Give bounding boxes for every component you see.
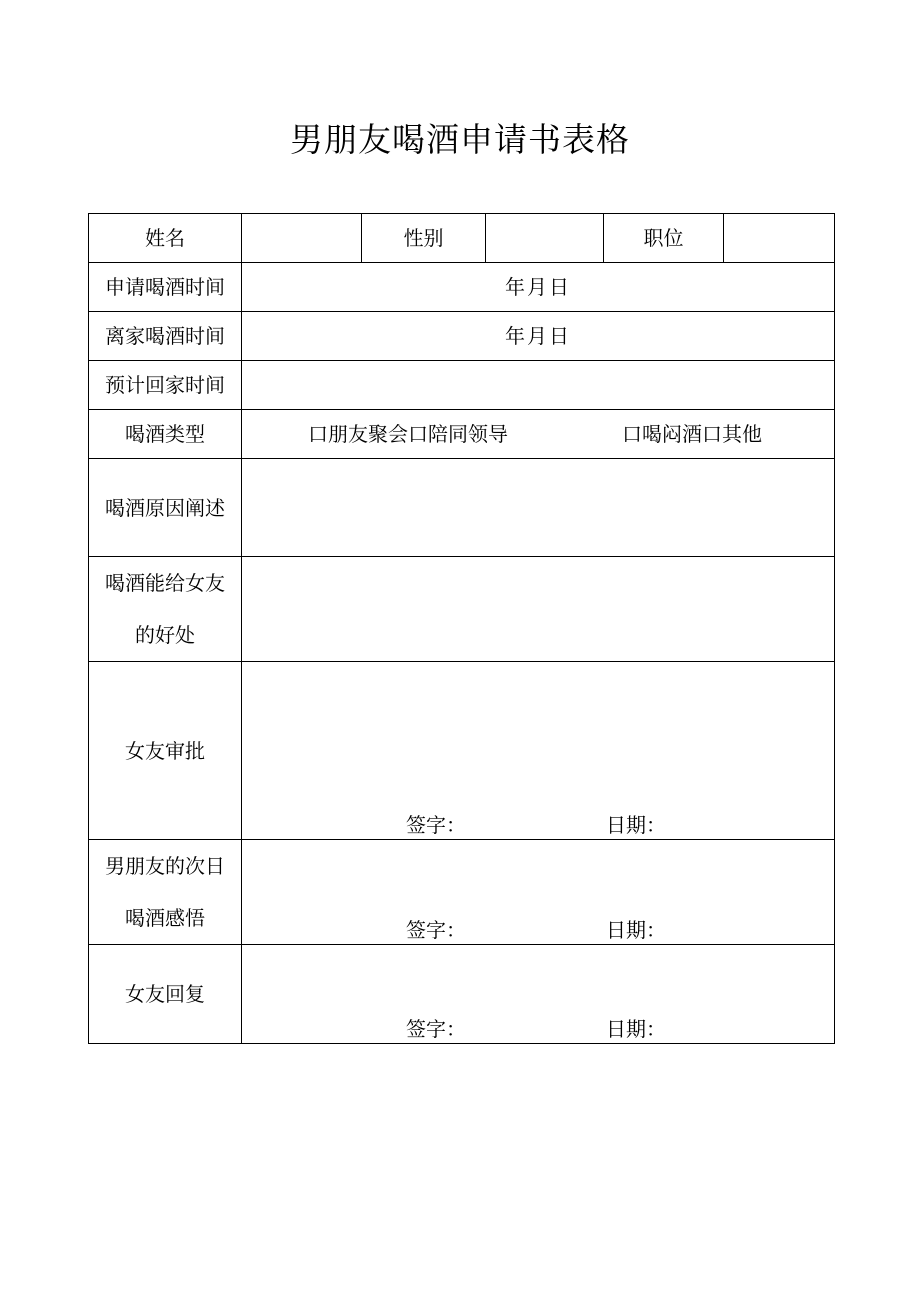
drink-type-option-group-1[interactable]: 口朋友聚会口陪同领导: [308, 422, 508, 446]
page-title: 男朋友喝酒申请书表格: [290, 120, 630, 159]
position-label: 职位: [604, 214, 724, 263]
drink-type-options: [242, 410, 835, 459]
reply-label: 女友回复: [89, 945, 242, 1044]
benefit-label: [89, 557, 242, 662]
reason-field[interactable]: [242, 459, 835, 557]
application-form-table: [88, 213, 835, 1044]
gender-field[interactable]: [486, 214, 604, 263]
apply-time-row: [89, 263, 835, 312]
reply-sign-label: 签字：: [406, 1017, 466, 1041]
approval-sign-label: 签字：: [406, 813, 466, 837]
approval-field[interactable]: [242, 662, 835, 840]
leave-time-field[interactable]: 年月日: [242, 312, 835, 361]
reply-date-label: 日期：: [606, 1017, 666, 1041]
leave-time-label: 离家喝酒时间: [89, 312, 242, 361]
return-time-field[interactable]: [242, 361, 835, 410]
reflection-field[interactable]: [242, 840, 835, 945]
reflection-label-line1: 男朋友的次日: [105, 854, 225, 878]
reflection-label: [89, 840, 242, 945]
drink-type-label: 喝酒类型: [89, 410, 242, 459]
gender-label: 性别: [362, 214, 486, 263]
approval-row: [89, 662, 835, 840]
drink-type-option-group-2[interactable]: 口喝闷酒口其他: [622, 422, 762, 446]
apply-time-field[interactable]: 年月日: [242, 263, 835, 312]
reason-label: 喝酒原因阐述: [89, 459, 242, 557]
apply-time-label: 申请喝酒时间: [89, 263, 242, 312]
position-field[interactable]: [724, 214, 835, 263]
reflection-sign-label: 签字：: [406, 918, 466, 942]
reply-row: [89, 945, 835, 1044]
benefit-field[interactable]: [242, 557, 835, 662]
approval-date-label: 日期：: [606, 813, 666, 837]
basic-info-row: [89, 214, 835, 263]
name-label: 姓名: [89, 214, 242, 263]
leave-time-row: [89, 312, 835, 361]
drink-type-row: [89, 410, 835, 459]
benefit-label-line1: 喝酒能给女友: [105, 571, 225, 595]
approval-label: 女友审批: [89, 662, 242, 840]
benefit-label-line2: 的好处: [135, 623, 195, 647]
name-field[interactable]: [242, 214, 362, 263]
reflection-row: [89, 840, 835, 945]
reason-row: [89, 459, 835, 557]
reflection-date-label: 日期：: [606, 918, 666, 942]
return-time-row: [89, 361, 835, 410]
reply-field[interactable]: [242, 945, 835, 1044]
return-time-label: 预计回家时间: [89, 361, 242, 410]
benefit-row: [89, 557, 835, 662]
reflection-label-line2: 喝酒感悟: [125, 906, 205, 930]
